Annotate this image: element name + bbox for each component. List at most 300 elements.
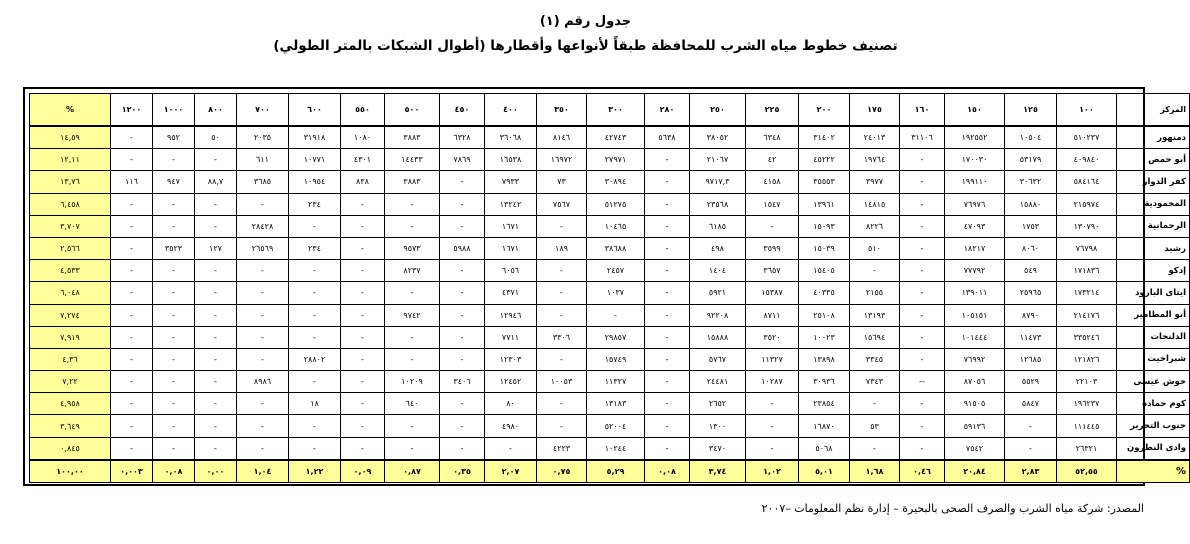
table-cell: --: [900, 371, 945, 393]
table-cell: -: [289, 415, 341, 437]
percent-cell: ٦,٤٥٨: [30, 193, 111, 215]
table-cell: ١٩٢٥٥٢: [945, 126, 1005, 149]
table-cell: ٥٧٦٧: [690, 348, 746, 370]
table-cell: -: [237, 348, 289, 370]
table-cell: ٦٣٢٨: [440, 126, 485, 149]
table-cell: -: [195, 149, 237, 171]
table-cell: ٥١٠٢٣٧: [1057, 126, 1117, 149]
table-cell: ١٢٣٠٣: [485, 348, 537, 370]
table-cell: -: [385, 326, 440, 348]
table-cell: ٤٣٧١: [485, 282, 537, 304]
table-cell: -: [153, 371, 195, 393]
table-cell: -: [237, 326, 289, 348]
table-cell: ٥١٠: [850, 237, 900, 259]
table-cell: ٥٢,٥٥: [1057, 460, 1117, 483]
table-cell: -: [237, 193, 289, 215]
row-label: دمنهور: [1117, 126, 1190, 149]
table-cell: -: [153, 326, 195, 348]
table-cell: -: [237, 393, 289, 415]
table-cell: -: [440, 215, 485, 237]
table-cell: ١,٢٢: [289, 460, 341, 483]
table-row: [30, 371, 1190, 393]
table-cell: ٥٩٢١: [690, 282, 746, 304]
table-cell: -: [645, 215, 690, 237]
table-cell: ١٦٥٣٨: [485, 149, 537, 171]
table-cell: -: [645, 304, 690, 326]
table-cell: -: [440, 193, 485, 215]
table-cell: ٢٥٩٦٥: [1005, 282, 1057, 304]
table-cell: -: [195, 437, 237, 460]
table-cell: -: [440, 171, 485, 193]
table-cell: -: [900, 149, 945, 171]
table-cell: -: [645, 371, 690, 393]
table-cell: -: [341, 348, 385, 370]
percent-cell: ٠,٨٤٥: [30, 437, 111, 460]
table-cell: ٨٣٨: [341, 171, 385, 193]
table-cell: ٧٦٩٩٢: [945, 348, 1005, 370]
table-cell: ٣١٤٠٢: [799, 126, 850, 149]
table-cell: ٤٢٧٤٣: [587, 126, 645, 149]
table-cell: ٥٥٢٩: [1005, 371, 1057, 393]
table-cell: -: [900, 171, 945, 193]
table-cell: -: [195, 304, 237, 326]
table-cell: -: [645, 193, 690, 215]
table-cell: ١٦٨٧٠: [799, 415, 850, 437]
table-cell: -: [537, 304, 587, 326]
table-cell: ٣٤٧٠: [690, 437, 746, 460]
table-cell: ١٠٢٤٤: [587, 437, 645, 460]
data-table: [29, 93, 1190, 483]
table-cell: -: [153, 149, 195, 171]
table-cell: -: [237, 304, 289, 326]
table-cell: ٣٨٦٨٨: [587, 237, 645, 259]
table-cell: ٩٥٧٣: [385, 237, 440, 259]
table-cell: ١٨: [289, 393, 341, 415]
table-cell: ١٨٩: [537, 237, 587, 259]
table-cell: ٥٨٤٧: [1005, 393, 1057, 415]
table-cell: ١٢١٨٢٦: [1057, 348, 1117, 370]
table-cell: -: [385, 282, 440, 304]
table-cell: -: [111, 193, 153, 215]
table-cell: ٢٣٤: [289, 237, 341, 259]
table-cell: ١٠٩٥٤: [289, 171, 341, 193]
table-cell: ٨٩٨٦: [237, 371, 289, 393]
table-cell: -: [485, 437, 537, 460]
header-diameter: ١٧٥: [850, 94, 900, 127]
table-cell: -: [237, 437, 289, 460]
table-cell: ١٠٠٢٣: [799, 326, 850, 348]
table-cell: ١٧٣٢١٤: [1057, 282, 1117, 304]
table-title: تصنيف خطوط مياه الشرب للمحافظة طبقاً لأنواعها وأقطارها (أطوال الشبكات بالمتر الطولي): [273, 38, 898, 54]
table-cell: ١٠٨٠: [341, 126, 385, 149]
table-cell: -: [289, 304, 341, 326]
table-cell: ١١٣٢٧: [746, 348, 799, 370]
header-diameter: ١٠٠٠: [153, 94, 195, 127]
percent-cell: ٣,٧٠٧: [30, 215, 111, 237]
table-cell: ١٠٠٥٣: [537, 371, 587, 393]
table-cell: -: [289, 437, 341, 460]
table-cell: ٢١٤١٧٦: [1057, 304, 1117, 326]
header-diameter: ١٢٠٠: [111, 94, 153, 127]
table-cell: -: [111, 126, 153, 149]
header-diameter: ٥٥٠: [341, 94, 385, 127]
header-diameter: ١٦٠: [900, 94, 945, 127]
table-cell: -: [645, 237, 690, 259]
table-cell: ١٥٧٤٩: [587, 348, 645, 370]
table-cell: ٢٢١٠٣: [1057, 371, 1117, 393]
table-cell: ٢٩٨٥٧: [587, 326, 645, 348]
table-cell: -: [341, 282, 385, 304]
table-cell: ١٨٢١٧: [945, 237, 1005, 259]
table-cell: ٠,٠٩: [341, 460, 385, 483]
table-cell: ٣٩٧٧: [850, 171, 900, 193]
percent-cell: ٢,٥٦٦: [30, 237, 111, 259]
table-cell: ٠,٠٠: [195, 460, 237, 483]
table-cell: -: [385, 437, 440, 460]
table-cell: ٧٩٣٣: [485, 171, 537, 193]
table-cell: ١٥٣٨٧: [746, 282, 799, 304]
table-cell: ٢٤٤٨١: [690, 371, 746, 393]
table-cell: ٣,٧٤: [690, 460, 746, 483]
table-cell: ١٧٠٠٣٠: [945, 149, 1005, 171]
table-row: [30, 126, 1190, 149]
table-cell: -: [900, 348, 945, 370]
header-diameter: ١٠٠: [1057, 94, 1117, 127]
table-row: [30, 149, 1190, 171]
table-cell: -: [900, 215, 945, 237]
table-cell: -: [153, 393, 195, 415]
table-cell: ٦٠٥٦: [485, 260, 537, 282]
header-percent: %: [30, 94, 111, 127]
table-cell: -: [1005, 415, 1057, 437]
table-cell: ١٦٧١: [485, 215, 537, 237]
table-cell: ١٩٦٢٣٧: [1057, 393, 1117, 415]
table-cell: -: [111, 260, 153, 282]
table-cell: ١١١٤٤٥: [1057, 415, 1117, 437]
table-cell: ٤٣٠١: [341, 149, 385, 171]
table-cell: -: [111, 282, 153, 304]
table-header-row: [30, 94, 1190, 127]
table-cell: ٢١٥٥: [850, 282, 900, 304]
table-cell: -: [1005, 437, 1057, 460]
table-cell: -: [645, 171, 690, 193]
table-cell: -: [111, 348, 153, 370]
table-cell: ١,٠٤: [237, 460, 289, 483]
table-cell: ٣٦٨٥: [237, 171, 289, 193]
table-cell: ١٣٠٧٩٠: [1057, 215, 1117, 237]
table-cell: ٥٢٠٠٤: [587, 415, 645, 437]
table-cell: -: [111, 304, 153, 326]
table-cell: -: [746, 215, 799, 237]
table-cell: ٢٨٨٠٢: [289, 348, 341, 370]
row-label: %: [1117, 460, 1190, 483]
table-cell: -: [341, 326, 385, 348]
table-cell: ٠,٣٥: [440, 460, 485, 483]
table-cell: -: [341, 237, 385, 259]
table-cell: ٢٣٨٥٤: [799, 393, 850, 415]
table-cell: ٤١٥٨: [746, 171, 799, 193]
header-diameter: ٢٨٠: [645, 94, 690, 127]
table-cell: -: [195, 393, 237, 415]
table-cell: ٠,٠٠٣: [111, 460, 153, 483]
header-diameter: ٢٠٠: [799, 94, 850, 127]
table-cell: -: [440, 304, 485, 326]
table-cell: ٢٦٣٢١: [1057, 437, 1117, 460]
table-cell: ٤٠٩٨٤٠: [1057, 149, 1117, 171]
table-cell: -: [195, 193, 237, 215]
percent-cell: ٧,٢٧٤: [30, 304, 111, 326]
table-cell: ٨٧٠٥٦: [945, 371, 1005, 393]
table-cell: ٣٥٢٠: [746, 326, 799, 348]
table-cell: ٣٨٨٣: [385, 171, 440, 193]
table-row: [30, 193, 1190, 215]
row-label: حوش عيسى: [1117, 371, 1190, 393]
row-label: الدلنجات: [1117, 326, 1190, 348]
header-diameter: ٣٠٠: [587, 94, 645, 127]
table-cell: ٢٠,٨٤: [945, 460, 1005, 483]
table-cell: ٩١٥٠٥: [945, 393, 1005, 415]
table-cell: ٨٠٦٠: [1005, 237, 1057, 259]
table-cell: -: [537, 415, 587, 437]
table-cell: -: [153, 282, 195, 304]
table-cell: -: [289, 282, 341, 304]
table-cell: ٣٠٦٣٢: [1005, 171, 1057, 193]
table-cell: -: [111, 326, 153, 348]
table-cell: -: [289, 371, 341, 393]
table-row: [30, 304, 1190, 326]
table-cell: -: [645, 437, 690, 460]
row-label: كوم حمادة: [1117, 393, 1190, 415]
table-cell: ٧٣٤٣: [850, 371, 900, 393]
table-cell: -: [645, 393, 690, 415]
table-cell: -: [746, 437, 799, 460]
table-cell: ٩٤٧: [153, 171, 195, 193]
table-cell: ٥,٢٩: [587, 460, 645, 483]
header-diameter: ٣٥٠: [537, 94, 587, 127]
table-cell: ٢٠٣٥: [237, 126, 289, 149]
table-cell: -: [900, 393, 945, 415]
table-cell: ٥٤٩: [1005, 260, 1057, 282]
table-cell: ٧٣: [537, 171, 587, 193]
row-label: أبو حمص: [1117, 149, 1190, 171]
table-cell: ٦١٨٥: [690, 215, 746, 237]
table-cell: ٧٧٧٩٢: [945, 260, 1005, 282]
row-label: شبراخيت: [1117, 348, 1190, 370]
table-cell: ٢١٠٦٧: [690, 149, 746, 171]
table-cell: ٣١١٠٦: [900, 126, 945, 149]
table-row: [30, 437, 1190, 460]
table-cell: ١٠٥١٥١: [945, 304, 1005, 326]
table-cell: -: [900, 237, 945, 259]
table-row: [30, 415, 1190, 437]
header-diameter: ١٢٥: [1005, 94, 1057, 127]
table-cell: -: [111, 215, 153, 237]
table-cell: ٣٥٢٣: [153, 237, 195, 259]
table-cell: ٢٤٠١٣: [850, 126, 900, 149]
table-cell: -: [111, 415, 153, 437]
header-diameter: ١٥٠: [945, 94, 1005, 127]
table-cell: -: [111, 237, 153, 259]
row-label: وادى النطرون: [1117, 437, 1190, 460]
table-cell: -: [153, 348, 195, 370]
percent-cell: ١٢,١١: [30, 149, 111, 171]
table-cell: -: [341, 393, 385, 415]
table-cell: ١٧١٨٣٦: [1057, 260, 1117, 282]
table-row: [30, 326, 1190, 348]
percent-cell: ١٠٠,٠٠: [30, 460, 111, 483]
table-cell: ٥٣: [850, 415, 900, 437]
table-cell: ٤٢: [746, 149, 799, 171]
table-cell: ١,٠٢: [746, 460, 799, 483]
table-cell: -: [237, 282, 289, 304]
table-row: [30, 237, 1190, 259]
table-cell: ٣٨٠٥٢: [690, 126, 746, 149]
table-cell: ١٠٥٠٤: [1005, 126, 1057, 149]
table-cell: -: [195, 260, 237, 282]
table-cell: ١٣٩٦١: [799, 193, 850, 215]
table-cell: ٢١٥٩٧٤: [1057, 193, 1117, 215]
table-cell: ١٥٦٩٤: [850, 326, 900, 348]
table-cell: ٦٤٠: [385, 393, 440, 415]
table-cell: ١٠٤٦٥: [587, 215, 645, 237]
table-cell: ٣٦٠٦٨: [485, 126, 537, 149]
table-cell: -: [385, 415, 440, 437]
table-cell: ١٥٠٩٣: [799, 215, 850, 237]
table-cell: ٣٣٥٢٤٦: [1057, 326, 1117, 348]
table-cell: ٢,٠٧: [485, 460, 537, 483]
table-cell: ١٢٧: [195, 237, 237, 259]
table-cell: -: [289, 260, 341, 282]
table-cell: ٢٤٥٧: [587, 260, 645, 282]
table-cell: ١٤٤٣٣: [385, 149, 440, 171]
table-cell: ٩٧٤٢: [385, 304, 440, 326]
table-cell: ٤٩٨٠: [485, 415, 537, 437]
table-cell: -: [440, 282, 485, 304]
table-cell: -: [850, 393, 900, 415]
table-cell: -: [645, 149, 690, 171]
table-cell: ٣٠٩٣٦: [799, 371, 850, 393]
table-cell: -: [153, 193, 195, 215]
table-cell: ٥٠: [195, 126, 237, 149]
table-cell: ٥٣١٧٩: [1005, 149, 1057, 171]
table-cell: ٥٠٦٨: [799, 437, 850, 460]
table-cell: -: [153, 415, 195, 437]
table-cell: -: [537, 393, 587, 415]
row-label: ايتاى البارود: [1117, 282, 1190, 304]
table-cell: ٠,٠٨: [645, 460, 690, 483]
table-cell: ٩٧١٧,٣: [690, 171, 746, 193]
table-cell: ١١٦: [111, 171, 153, 193]
header-diameter: ٢٢٥: [746, 94, 799, 127]
table-cell: -: [111, 437, 153, 460]
table-caption-number: جدول رقم (١): [539, 14, 632, 29]
row-label: كفر الدوار: [1117, 171, 1190, 193]
table-cell: ١٤٨١٥: [850, 193, 900, 215]
table-cell: ٧٧١١: [485, 326, 537, 348]
table-cell: ١٥٠٣٩: [799, 237, 850, 259]
table-cell: -: [111, 371, 153, 393]
table-cell: -: [385, 348, 440, 370]
table-cell: -: [645, 260, 690, 282]
header-diameter: ٧٠٠: [237, 94, 289, 127]
table-cell: -: [440, 415, 485, 437]
table-cell: -: [900, 437, 945, 460]
table-row: [30, 282, 1190, 304]
percent-cell: ٧,٢٢: [30, 371, 111, 393]
table-cell: -: [746, 393, 799, 415]
table-cell: ٣٣٠٦: [537, 326, 587, 348]
table-cell: ٠,٠٨: [153, 460, 195, 483]
table-cell: ٩٥٢: [153, 126, 195, 149]
table-cell: ٧٦٩٧٦: [945, 193, 1005, 215]
table-cell: -: [237, 260, 289, 282]
table-cell: ٨٢٣٧: [385, 260, 440, 282]
table-cell: ١٥٨٨٨: [690, 326, 746, 348]
row-label: أبو المطامير: [1117, 304, 1190, 326]
header-diameter: ٦٠٠: [289, 94, 341, 127]
table-cell: -: [289, 326, 341, 348]
table-cell: ٤٩٨: [690, 237, 746, 259]
table-cell: ١٦٧١: [485, 237, 537, 259]
table-cell: -: [237, 415, 289, 437]
table-cell: ١٠٢٨٧: [746, 371, 799, 393]
table-cell: ٧٨٦٩: [440, 149, 485, 171]
table-cell: -: [195, 215, 237, 237]
table-cell: -: [195, 326, 237, 348]
header-diameter: ٤٠٠: [485, 94, 537, 127]
table-cell: -: [111, 393, 153, 415]
table-cell: ١١٤٧٣: [1005, 326, 1057, 348]
table-cell: ١١٣٢٧: [587, 371, 645, 393]
table-cell: ١٥٨٨٠: [1005, 193, 1057, 215]
table-cell: -: [195, 282, 237, 304]
table-cell: ١٣٠٠: [690, 415, 746, 437]
table-cell: ٤٧٠٩٣: [945, 215, 1005, 237]
table-cell: -: [850, 260, 900, 282]
row-label: رشيد: [1117, 237, 1190, 259]
table-cell: ٠,٧٥: [537, 460, 587, 483]
table-cell: -: [850, 437, 900, 460]
table-cell: ٢٨٤٢٨: [237, 215, 289, 237]
table-cell: ١٩٩١١٠: [945, 171, 1005, 193]
row-label: إدكو: [1117, 260, 1190, 282]
table-row: [30, 393, 1190, 415]
total-row: [30, 460, 1190, 483]
table-cell: ٢٣٤: [289, 193, 341, 215]
table-cell: ٢٣٥٦٨: [690, 193, 746, 215]
table-cell: -: [440, 393, 485, 415]
table-cell: ٦٣٤٨: [746, 126, 799, 149]
table-cell: ٩٢٢٠٨: [690, 304, 746, 326]
table-cell: ٨٠: [485, 393, 537, 415]
table-cell: ٣٥٩٩: [746, 237, 799, 259]
percent-cell: ٣,٦٤٩: [30, 415, 111, 437]
table-cell: ٢٥١٠٨: [799, 304, 850, 326]
table-cell: ٠,٤٦: [900, 460, 945, 483]
table-cell: -: [537, 215, 587, 237]
table-cell: ٨٧١١: [746, 304, 799, 326]
row-label: الرحمانية: [1117, 215, 1190, 237]
table-cell: ١٣٩٠١١: [945, 282, 1005, 304]
percent-cell: ٧,٩١٩: [30, 326, 111, 348]
table-cell: -: [900, 193, 945, 215]
table-cell: ٧٥٤٢: [945, 437, 1005, 460]
table-cell: ٨٧٩٠: [1005, 304, 1057, 326]
table-cell: -: [341, 215, 385, 237]
table-cell: ٤٠٣٣٥: [799, 282, 850, 304]
table-cell: -: [900, 260, 945, 282]
table-cell: -: [153, 304, 195, 326]
